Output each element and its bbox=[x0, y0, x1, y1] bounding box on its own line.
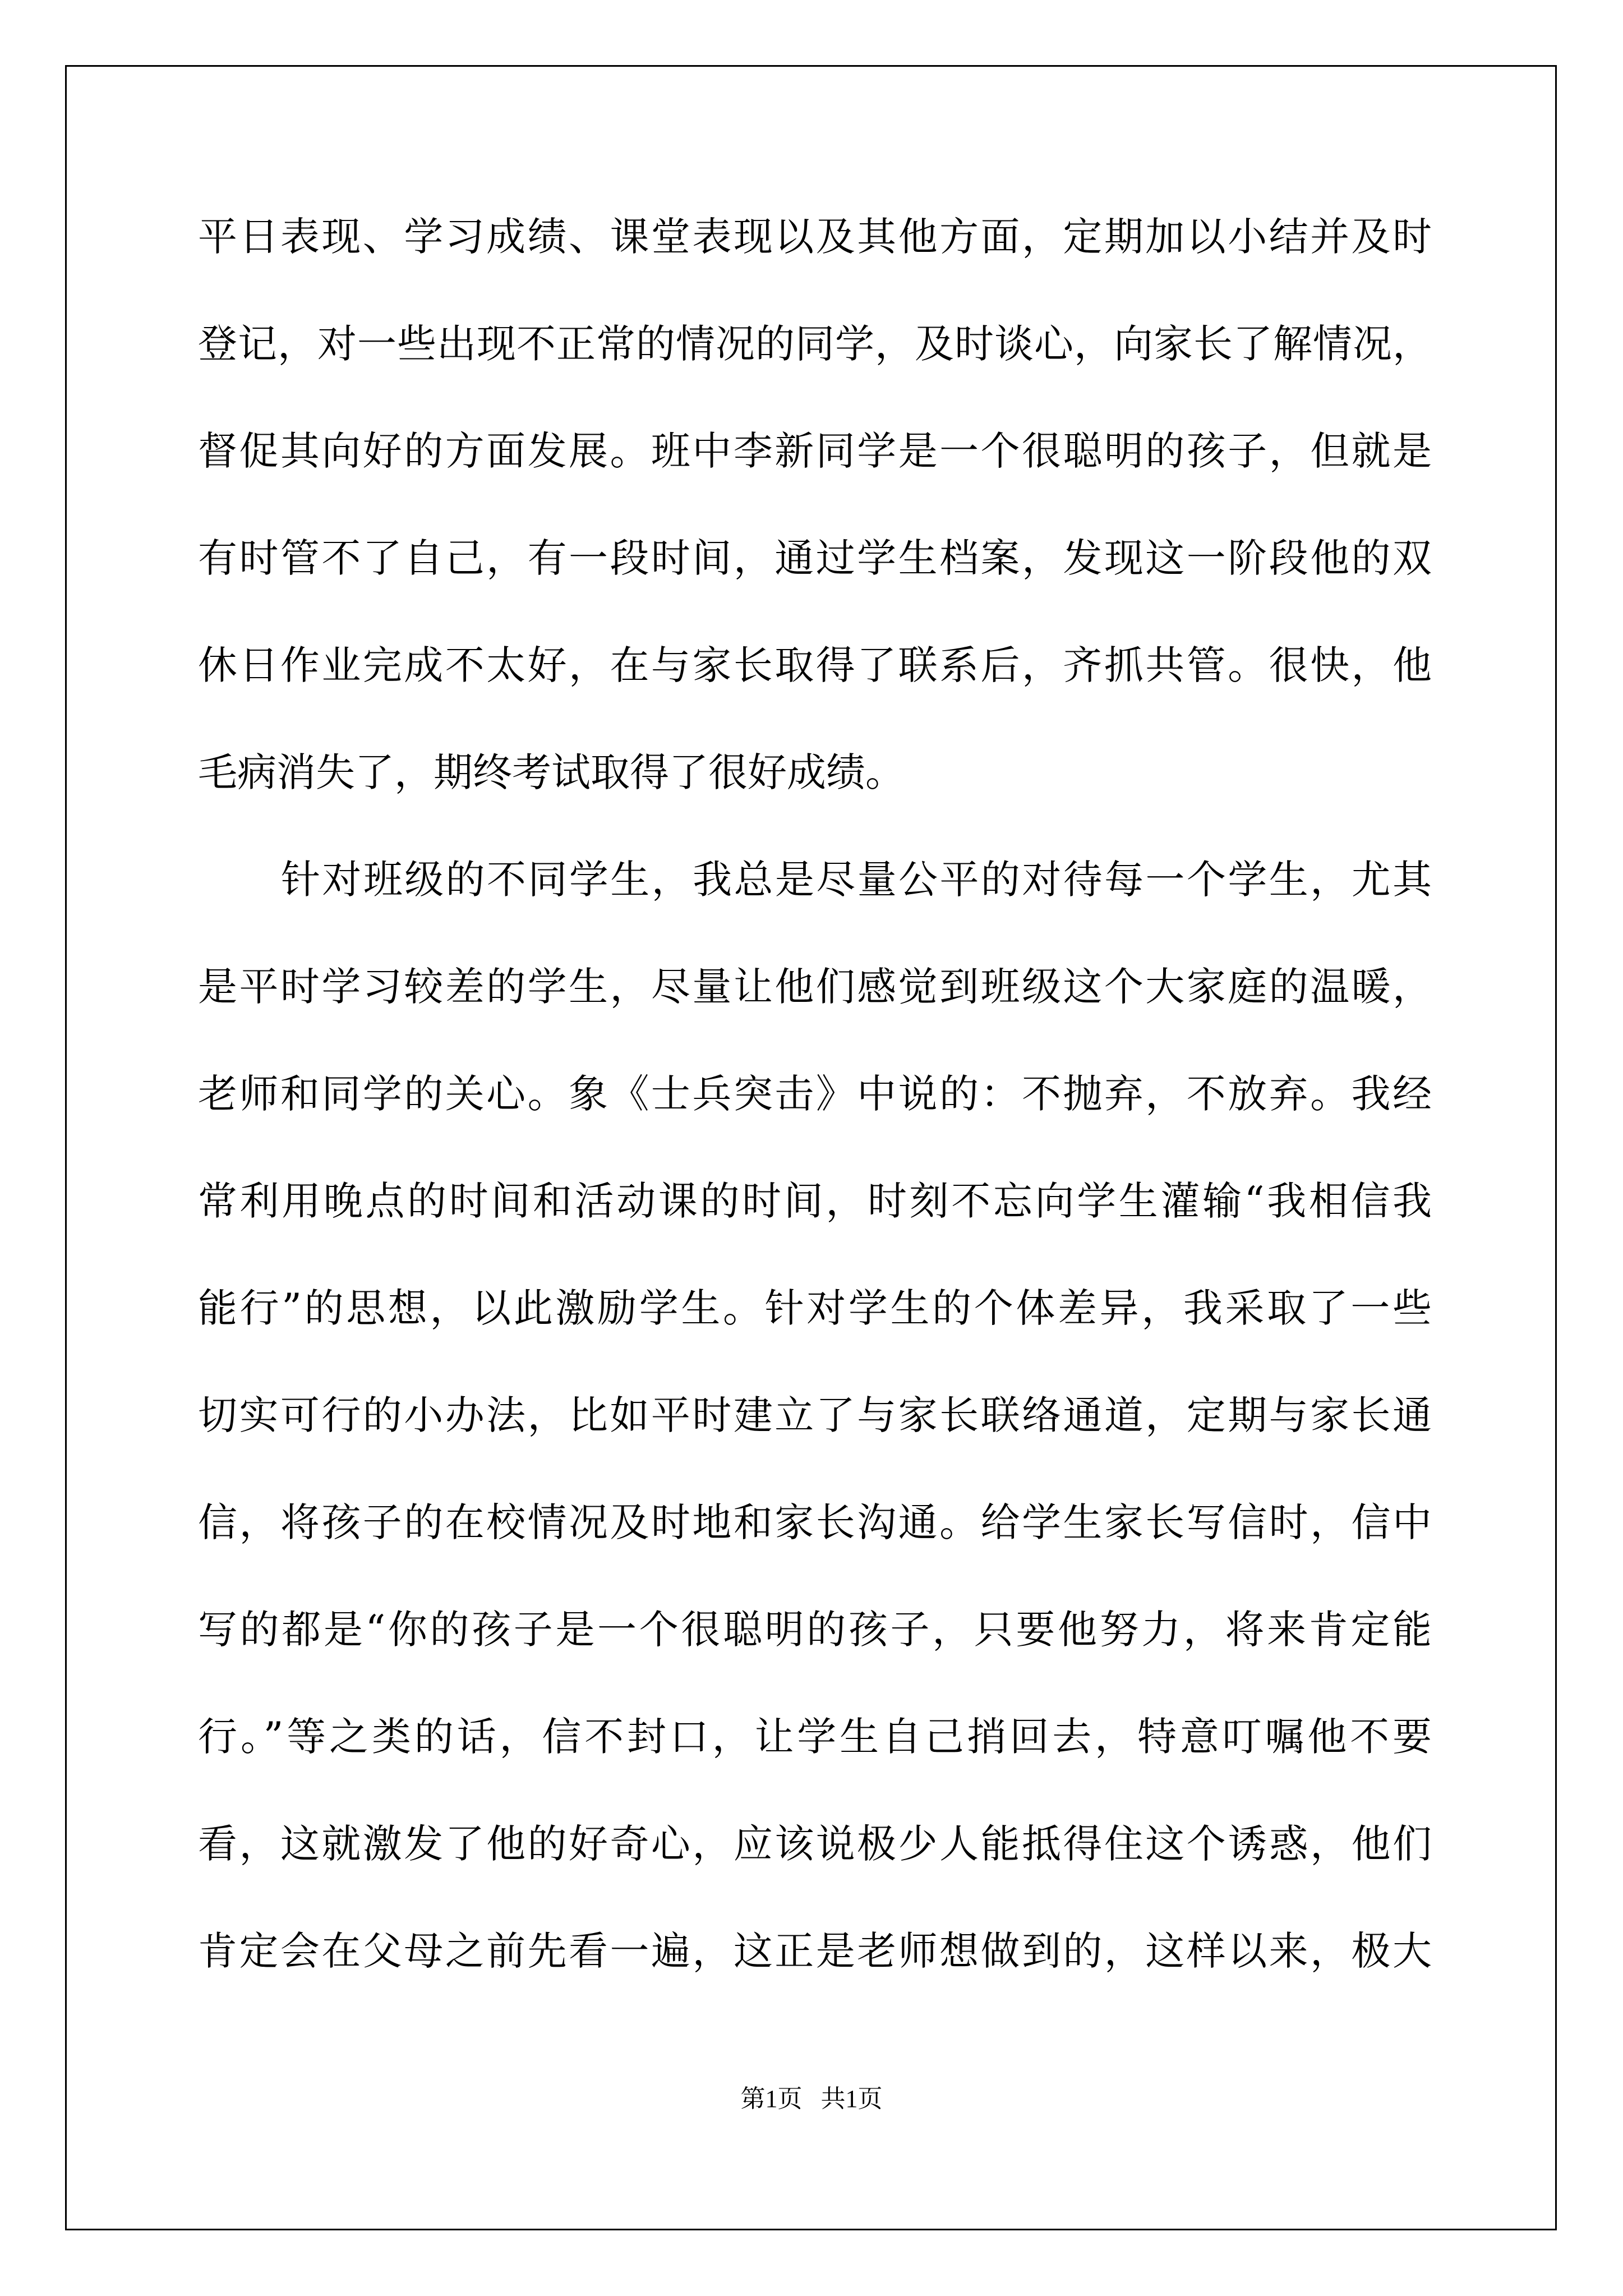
text-line: 常利用晚点的时间和活动课的时间，时刻不忘向学生灌输“我相信我 bbox=[198, 1178, 1432, 1224]
text-line: 毛病消失了，期终考试取得了很好成绩。 bbox=[198, 749, 905, 795]
text-line: 是平时学习较差的学生，尽量让他们感觉到班级这个大家庭的温暖， bbox=[198, 964, 1432, 1010]
text-line: 督促其向好的方面发展。班中李新同学是一个很聪明的孩子，但就是 bbox=[198, 428, 1432, 474]
text-line: 切实可行的小办法，比如平时建立了与家长联络通道，定期与家长通 bbox=[198, 1392, 1432, 1438]
document-body bbox=[198, 209, 1432, 2030]
paragraph-first-line: 针对班级的不同学生，我总是尽量公平的对待每一个学生，尤其 bbox=[281, 857, 1432, 903]
text-line: 写的都是“你的孩子是一个很聪明的孩子，只要他努力，将来肯定能 bbox=[198, 1607, 1432, 1653]
text-line: 看，这就激发了他的好奇心，应该说极少人能抵得住这个诱惑，他们 bbox=[198, 1821, 1432, 1867]
text-line: 登记，对一些出现不正常的情况的同学，及时谈心，向家长了解情况， bbox=[198, 321, 1432, 367]
page-number-footer: 第1页 共1页 bbox=[740, 2085, 883, 2113]
text-line: 休日作业完成不太好，在与家长取得了联系后，齐抓共管。很快，他 bbox=[198, 642, 1432, 688]
text-line: 有时管不了自己，有一段时间，通过学生档案，发现这一阶段他的双 bbox=[198, 535, 1432, 581]
text-line: 信，将孩子的在校情况及时地和家长沟通。给学生家长写信时，信中 bbox=[198, 1499, 1432, 1545]
text-line: 平日表现、学习成绩、课堂表现以及其他方面，定期加以小结并及时 bbox=[198, 214, 1432, 260]
text-line: 老师和同学的关心。象《士兵突击》中说的：不抛弃，不放弃。我经 bbox=[198, 1071, 1432, 1117]
text-line: 行。”等之类的话，信不封口，让学生自己捎回去，特意叮嘱他不要 bbox=[198, 1714, 1432, 1760]
text-line: 肯定会在父母之前先看一遍，这正是老师想做到的，这样以来，极大 bbox=[198, 1928, 1432, 1974]
text-line: 能行”的思想，以此激励学生。针对学生的个体差异，我采取了一些 bbox=[198, 1285, 1432, 1331]
